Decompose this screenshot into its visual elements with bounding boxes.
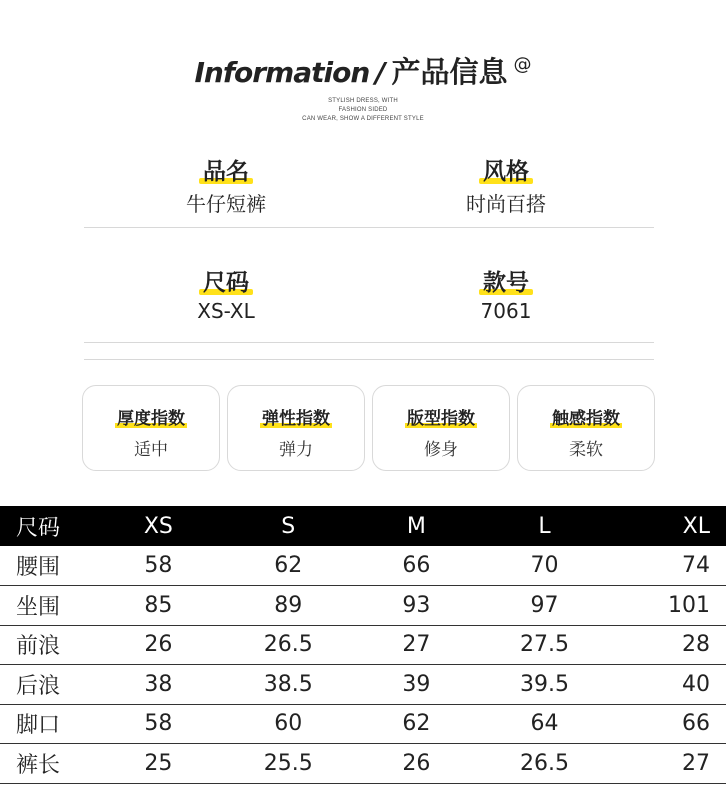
table-cell: 101: [626, 586, 726, 626]
info-value: 时尚百搭: [466, 192, 546, 216]
header-cell: M: [370, 506, 463, 546]
header-cell: S: [207, 506, 370, 546]
table-row: [0, 546, 726, 586]
table-cell: 38: [110, 665, 207, 705]
table-cell: 27: [626, 744, 726, 784]
info-value: XS-XL: [197, 299, 255, 323]
table-cell: 62: [370, 704, 463, 744]
table-cell: 27.5: [463, 625, 626, 665]
table-cell: 85: [110, 586, 207, 626]
tagline-line: FASHION SIDED: [338, 107, 388, 113]
card-label: 版型指数: [407, 409, 475, 429]
table-cell: 39.5: [463, 665, 626, 705]
table-header-row: [0, 506, 726, 546]
table-cell: 62: [207, 546, 370, 586]
title-chinese: 产品信息: [391, 55, 508, 89]
table-cell: 25: [110, 744, 207, 784]
table-cell: 26.5: [207, 625, 370, 665]
row-label: 后浪: [0, 665, 110, 705]
table-cell: 89: [207, 586, 370, 626]
table-cell: 26: [370, 744, 463, 784]
title-row: [0, 50, 726, 91]
card-label: 厚度指数: [117, 409, 185, 429]
info-product-name: [126, 153, 326, 217]
card-thickness: [82, 385, 220, 471]
info-label: 风格: [483, 159, 529, 185]
header-cell: XS: [110, 506, 207, 546]
title-english: Information: [194, 56, 370, 89]
attribute-cards: [82, 385, 655, 471]
table-cell: 66: [370, 546, 463, 586]
card-value: 弹力: [279, 440, 313, 460]
card-value: 适中: [134, 440, 168, 460]
card-touch: [517, 385, 655, 471]
table-cell: 26: [110, 625, 207, 665]
table-cell: 74: [626, 546, 726, 586]
table-cell: 40: [626, 665, 726, 705]
info-size-range: [126, 264, 326, 323]
table-cell: 25.5: [207, 744, 370, 784]
info-label: 品名: [203, 159, 249, 185]
card-value: 修身: [424, 440, 458, 460]
header-cell: L: [463, 506, 626, 546]
info-label: 款号: [483, 270, 529, 296]
row-label: 裤长: [0, 744, 110, 784]
card-value: 柔软: [569, 440, 603, 460]
info-value: 7061: [480, 299, 532, 323]
card-elasticity: [227, 385, 365, 471]
table-cell: 38.5: [207, 665, 370, 705]
divider: [84, 359, 654, 360]
divider: [84, 342, 654, 343]
info-value: 牛仔短裤: [186, 192, 266, 216]
info-model-number: [406, 264, 606, 323]
size-chart-table: [0, 506, 726, 784]
card-label: 弹性指数: [262, 409, 330, 429]
header-cell: XL: [626, 506, 726, 546]
table-row: [0, 704, 726, 744]
table-cell: 97: [463, 586, 626, 626]
title-separator: /: [375, 56, 386, 89]
card-fit: [372, 385, 510, 471]
table-row: [0, 744, 726, 784]
card-label: 触感指数: [552, 409, 620, 429]
table-cell: 28: [626, 625, 726, 665]
tagline-line: CAN WEAR, SHOW A DIFFERENT STYLE: [302, 116, 424, 122]
table-row: [0, 665, 726, 705]
at-mark: @: [513, 54, 532, 75]
table-cell: 60: [207, 704, 370, 744]
table-cell: 58: [110, 704, 207, 744]
row-label: 前浪: [0, 625, 110, 665]
table-cell: 93: [370, 586, 463, 626]
info-label: 尺码: [203, 270, 249, 296]
table-cell: 27: [370, 625, 463, 665]
table-cell: 26.5: [463, 744, 626, 784]
table-row: [0, 625, 726, 665]
header-cell: 尺码: [0, 506, 110, 546]
table-row: [0, 586, 726, 626]
page-header: [0, 50, 726, 124]
table-cell: 58: [110, 546, 207, 586]
table-cell: 64: [463, 704, 626, 744]
info-style: [406, 153, 606, 217]
tagline: [0, 97, 726, 124]
row-label: 坐围: [0, 586, 110, 626]
table-cell: 39: [370, 665, 463, 705]
tagline-line: STYLISH DRESS, WITH: [328, 98, 398, 104]
row-label: 脚口: [0, 704, 110, 744]
table-cell: 70: [463, 546, 626, 586]
divider: [84, 227, 654, 228]
table-cell: 66: [626, 704, 726, 744]
row-label: 腰围: [0, 546, 110, 586]
